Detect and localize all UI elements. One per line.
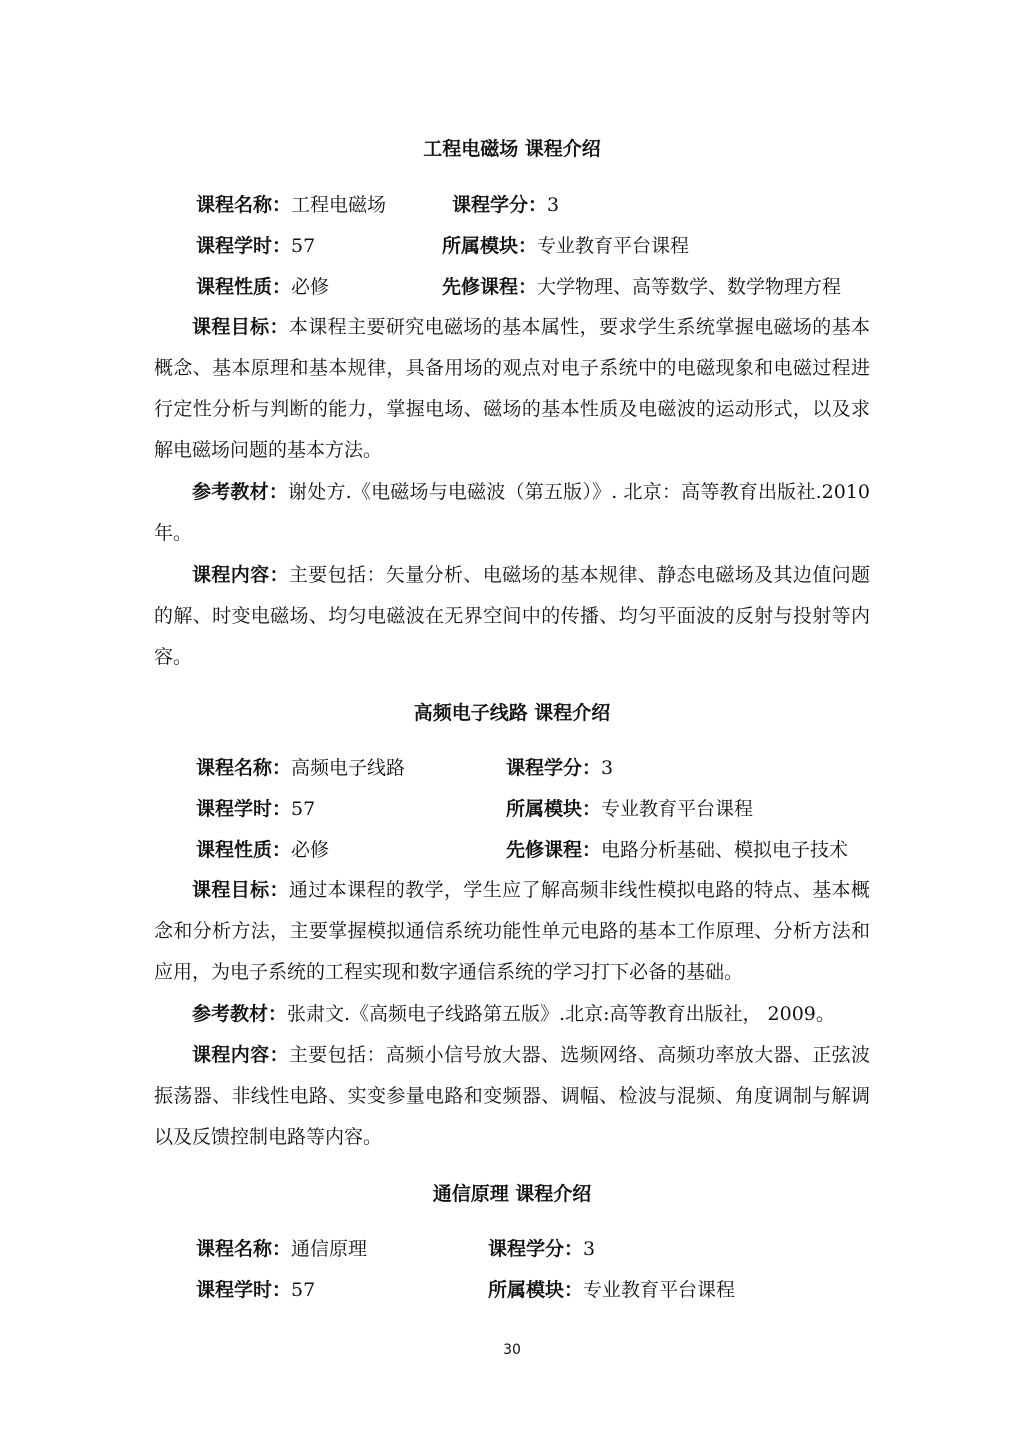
course-module-label: 所属模块： bbox=[488, 1279, 584, 1301]
course-goal-label: 课程目标： bbox=[192, 316, 289, 338]
course-module-value: 专业教育平台课程 bbox=[601, 798, 754, 820]
course-module-field bbox=[488, 1277, 735, 1303]
course-prereq-label: 先修课程： bbox=[506, 839, 602, 861]
course-hours-value: 57 bbox=[291, 1279, 316, 1301]
course-hours-value: 57 bbox=[291, 235, 316, 257]
course-hours-label: 课程学时： bbox=[196, 1279, 292, 1301]
course-credit-label: 课程学分： bbox=[488, 1238, 584, 1260]
course-prereq-field bbox=[442, 274, 841, 300]
course-title: 高频电子线路 课程介绍 bbox=[413, 702, 611, 724]
course-nature-field bbox=[196, 837, 329, 863]
course-goal-paragraph bbox=[154, 307, 870, 471]
course-hours-field bbox=[196, 233, 315, 259]
course-module-value: 专业教育平台课程 bbox=[537, 235, 690, 257]
course-credit-value: 3 bbox=[601, 757, 614, 779]
course-content-label: 课程内容： bbox=[192, 1044, 289, 1066]
course-reference-label: 参考教材： bbox=[192, 481, 289, 503]
course-content-paragraph bbox=[154, 1035, 870, 1158]
course-name-field bbox=[196, 1236, 367, 1262]
course-goal-text: 通过本课程的教学，学生应了解高频非线性模拟电路的特点、基本概念和分析方法，主要掌握模拟通信系统功能性单元电路的基本工作原理、分析方法和应用，为电子系统的工程实现和数字通信系统的学习打下必备的基础。 bbox=[154, 879, 870, 983]
course-name-field bbox=[196, 755, 405, 781]
course-nature-label: 课程性质： bbox=[196, 276, 292, 298]
course-name-value: 通信原理 bbox=[291, 1238, 368, 1260]
course-goal-label: 课程目标： bbox=[192, 879, 289, 901]
course-reference-text: 谢处方.《电磁场与电磁波（第五版）》. 北京：高等教育出版社.2010年。 bbox=[154, 481, 870, 544]
course-name-value: 高频电子线路 bbox=[291, 757, 406, 779]
course-prereq-value: 大学物理、高等数学、数学物理方程 bbox=[537, 276, 842, 298]
course-hours-field bbox=[196, 1277, 315, 1303]
course-content-label: 课程内容： bbox=[192, 564, 289, 586]
course-content-paragraph bbox=[154, 555, 870, 678]
course-content-text: 主要包括：高频小信号放大器、选频网络、高频功率放大器、正弦波振荡器、非线性电路、实变参量电路和变频器、调幅、检波与混频、角度调制与解调以及反馈控制电路等内容。 bbox=[154, 1044, 870, 1148]
course-reference-text: 张肃文.《高频电子线路第五版》.北京:高等教育出版社， 2009。 bbox=[287, 1003, 835, 1025]
course-name-label: 课程名称： bbox=[196, 757, 292, 779]
course-goal-paragraph bbox=[154, 870, 870, 993]
course-nature-label: 课程性质： bbox=[196, 839, 292, 861]
course-module-field bbox=[506, 796, 753, 822]
course-module-label: 所属模块： bbox=[506, 798, 602, 820]
course-prereq-field bbox=[506, 837, 848, 863]
course-name-value: 工程电磁场 bbox=[291, 194, 387, 216]
course-nature-value: 必修 bbox=[291, 276, 330, 298]
course-name-field bbox=[196, 192, 386, 218]
course-credit-field bbox=[506, 755, 613, 781]
course-credit-label: 课程学分： bbox=[506, 757, 602, 779]
course-name-label: 课程名称： bbox=[196, 1238, 292, 1260]
course-content-text: 主要包括：矢量分析、电磁场的基本规律、静态电磁场及其边值问题的解、时变电磁场、均匀电磁波在无界空间中的传播、均匀平面波的反射与投射等内容。 bbox=[154, 564, 870, 668]
course-credit-field bbox=[488, 1236, 595, 1262]
course-reference-paragraph bbox=[154, 472, 870, 554]
course-title: 通信原理 课程介绍 bbox=[432, 1183, 592, 1205]
course-reference-label: 参考教材： bbox=[192, 1003, 288, 1025]
course-hours-value: 57 bbox=[291, 798, 316, 820]
course-name-label: 课程名称： bbox=[196, 194, 292, 216]
course-hours-field bbox=[196, 796, 315, 822]
course-credit-field bbox=[452, 192, 559, 218]
course-goal-text: 本课程主要研究电磁场的基本属性，要求学生系统掌握电磁场的基本概念、基本原理和基本规律，具备用场的观点对电子系统中的电磁现象和电磁过程进行定性分析与判断的能力，掌握电场、磁场的基本性质及电磁波的运动形式，以及求解电磁场问题的基本方法。 bbox=[154, 316, 870, 461]
course-module-label: 所属模块： bbox=[442, 235, 538, 257]
course-module-field bbox=[442, 233, 689, 259]
course-prereq-label: 先修课程： bbox=[442, 276, 538, 298]
course-reference-paragraph bbox=[154, 994, 870, 1035]
course-hours-label: 课程学时： bbox=[196, 235, 292, 257]
course-title: 工程电磁场 课程介绍 bbox=[423, 138, 601, 160]
course-module-value: 专业教育平台课程 bbox=[583, 1279, 736, 1301]
course-nature-field bbox=[196, 274, 329, 300]
course-hours-label: 课程学时： bbox=[196, 798, 292, 820]
course-nature-value: 必修 bbox=[291, 839, 330, 861]
course-credit-value: 3 bbox=[583, 1238, 596, 1260]
course-prereq-value: 电路分析基础、模拟电子技术 bbox=[601, 839, 849, 861]
course-credit-value: 3 bbox=[547, 194, 560, 216]
course-credit-label: 课程学分： bbox=[452, 194, 548, 216]
page-number: 30 bbox=[503, 1342, 521, 1358]
